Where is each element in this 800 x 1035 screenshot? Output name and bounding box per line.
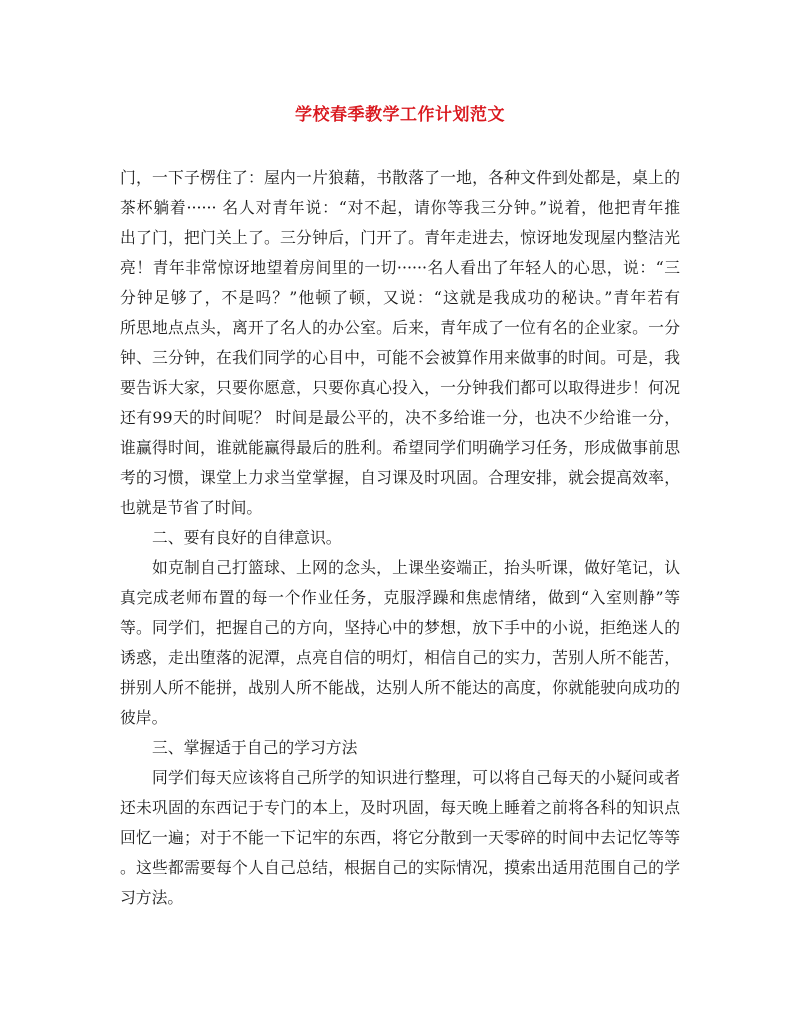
section-heading: 三、掌握适于自己的学习方法 — [152, 738, 358, 757]
body-line: 诱惑，走出堕落的泥潭，点亮自信的明灯，相信自己的实力，苦别人所不能苦， — [120, 648, 680, 667]
body-line: 分钟足够了，不是吗？”他顿了顿，又说：“这就是我成功的秘诀。”青年若有 — [120, 288, 680, 307]
body-line: 还有99天的时间呢？ 时间是最公平的，决不多给谁一分，也决不少给谁一分， — [120, 408, 680, 427]
body-line: 考的习惯，课堂上力求当堂掌握，自习课及时巩固。合理安排，就会提高效率， — [120, 468, 680, 487]
body-line: 拼别人所不能拼，战别人所不能战，达别人所不能达的高度，你就能驶向成功的 — [120, 678, 680, 697]
body-line: 出了门，把门关上了。三分钟后，门开了。青年走进去，惊讶地发现屋内整洁光 — [120, 228, 680, 247]
body-line: 要告诉大家，只要你愿意，只要你真心投入，一分钟我们都可以取得进步！何况 — [120, 378, 680, 397]
body-line: 门，一下子楞住了：屋内一片狼藉，书散落了一地，各种文件到处都是，桌上的 — [120, 168, 680, 187]
body-line: 也就是节省了时间。 — [120, 498, 263, 517]
document-body — [120, 163, 680, 913]
body-line: 等。同学们，把握自己的方向，坚持心中的梦想，放下手中的小说，拒绝迷人的 — [120, 618, 680, 637]
body-line: 习方法。 — [120, 888, 184, 907]
body-line: 如克制自己打篮球、上网的念头，上课坐姿端正，抬头听课，做好笔记，认 — [152, 558, 680, 577]
body-line: 所思地点点头，离开了名人的办公室。后来，青年成了一位有名的企业家。一分 — [120, 318, 680, 337]
body-line: 还未巩固的东西记于专门的本上，及时巩固，每天晚上睡着之前将各科的知识点 — [120, 798, 680, 817]
body-line: 。这些都需要每个人自己总结，根据自己的实际情况，摸索出适用范围自己的学 — [120, 858, 680, 877]
body-line: 同学们每天应该将自己所学的知识进行整理，可以将自己每天的小疑问或者 — [152, 768, 680, 787]
body-line: 真完成老师布置的每一个作业任务，克服浮躁和焦虑情绪，做到“入室则静”等 — [120, 588, 680, 607]
body-line: 彼岸。 — [120, 708, 168, 727]
body-line: 亮！青年非常惊讶地望着房间里的一切······名人看出了年轻人的心思，说：“三 — [120, 258, 680, 277]
body-line: 回忆一遍；对于不能一下记牢的东西，将它分散到一天零碎的时间中去记忆等等 — [120, 828, 680, 847]
body-line: 钟、三分钟，在我们同学的心目中，可能不会被算作用来做事的时间。可是，我 — [120, 348, 680, 367]
body-line: 谁赢得时间，谁就能赢得最后的胜利。希望同学们明确学习任务，形成做事前思 — [120, 438, 680, 457]
document-title: 学校春季教学工作计划范文 — [295, 105, 505, 125]
body-line: 茶杯躺着······ 名人对青年说：“对不起，请你等我三分钟。”说着，他把青年推 — [120, 198, 680, 217]
section-heading: 二、要有良好的自律意识。 — [152, 528, 342, 547]
